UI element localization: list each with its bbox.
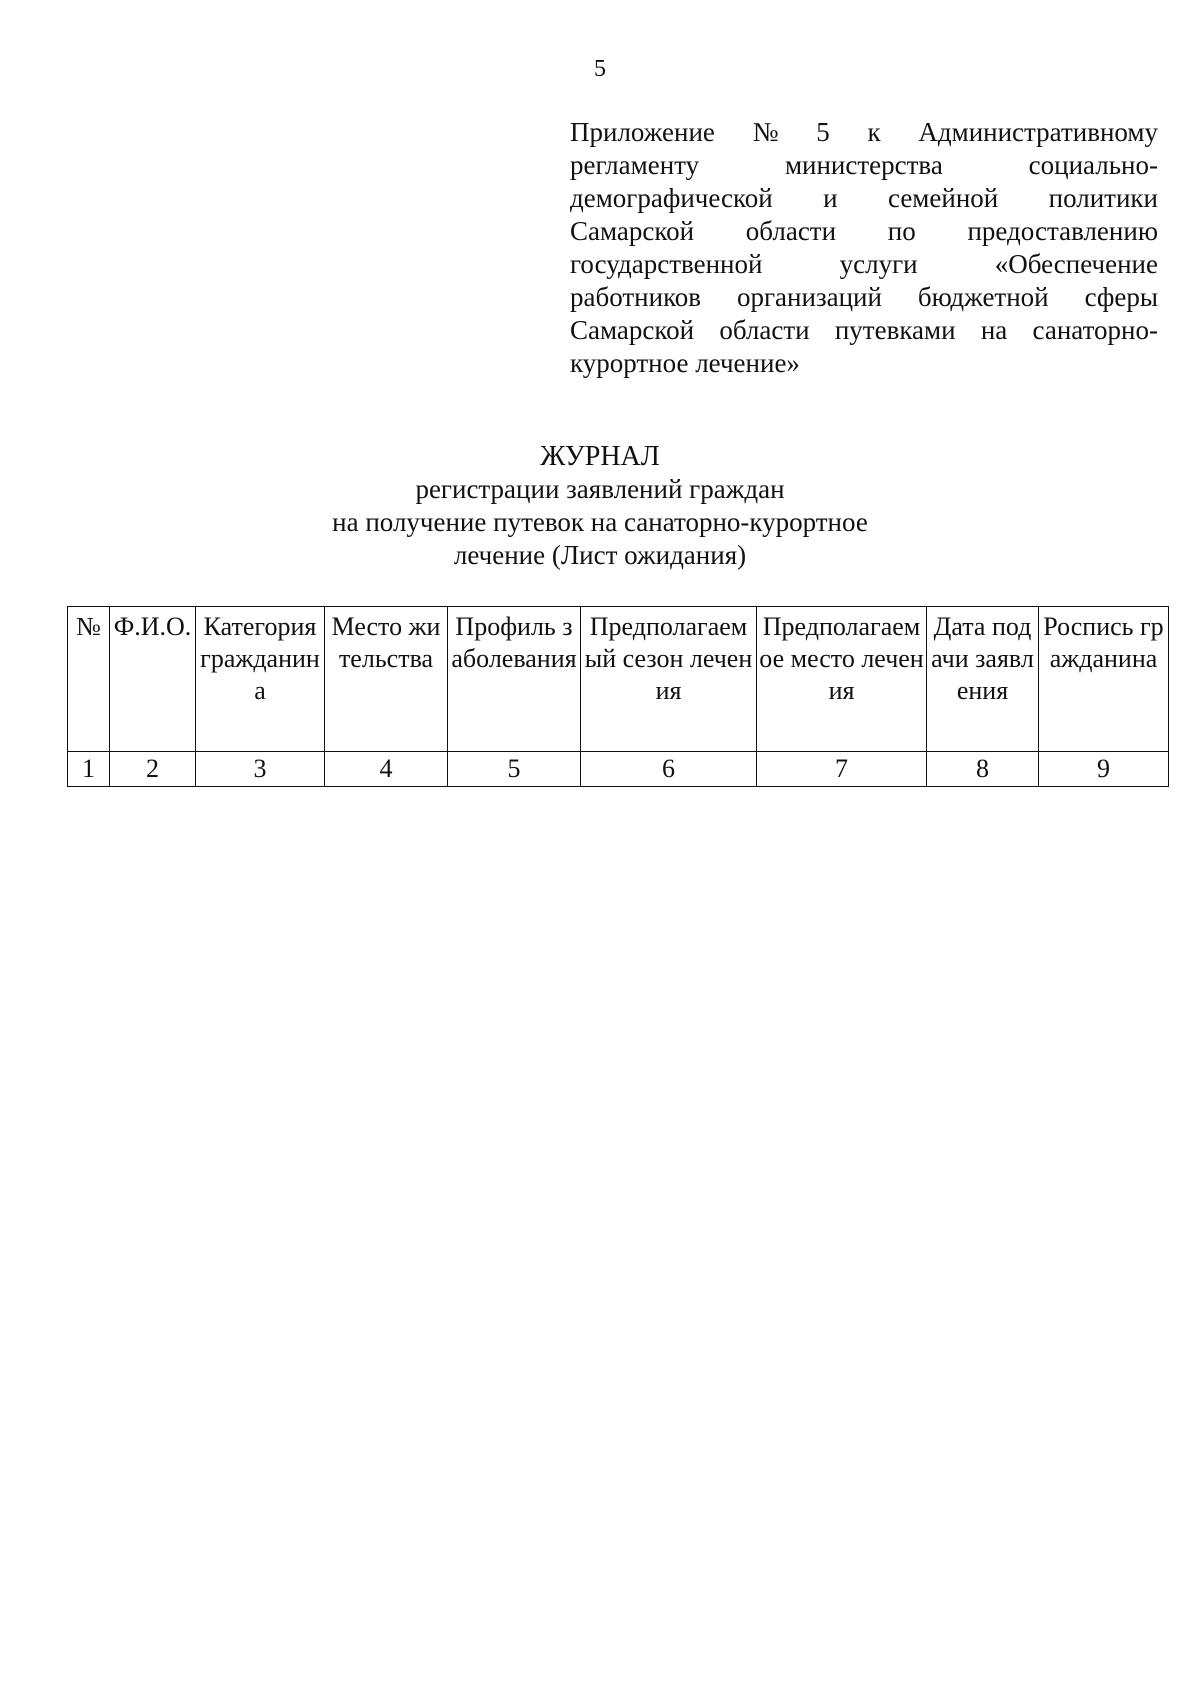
header-number: № [68,607,110,752]
table-header-row [68,607,1169,752]
header-expected-season: Предполагаемый сезон лечения [581,607,757,752]
appendix-line-2: регламенту министерства социально- [570,150,1158,180]
table-row [68,752,1169,787]
header-full-name: Ф.И.О. [110,607,196,752]
column-number-cell: 7 [757,752,927,787]
column-number-cell: 5 [448,752,581,787]
page-number: 5 [594,56,606,82]
document-title [0,440,1200,572]
appendix-line-6: работников организаций бюджетной сферы [570,282,1158,312]
column-number-cell: 3 [196,752,325,787]
header-residence: Место жительства [325,607,448,752]
appendix-line-3: демографической и семейной политики [570,183,1158,213]
appendix-note [570,116,1158,380]
column-number-cell: 4 [325,752,448,787]
title-main: ЖУРНАЛ [540,441,660,472]
appendix-line-8: курортное лечение» [570,348,800,378]
appendix-line-7: Самарской области путевками на санаторно- [570,315,1158,345]
column-number-cell: 6 [581,752,757,787]
header-signature: Роспись гражданина [1039,607,1169,752]
title-line-3: лечение (Лист ожидания) [453,540,747,570]
column-number-cell: 9 [1039,752,1169,787]
journal-table [67,606,1169,787]
appendix-line-1: Приложение № 5 к Административному [570,117,1158,147]
column-number-cell: 1 [68,752,110,787]
header-application-date: Дата подачи заявления [927,607,1039,752]
appendix-line-4: Самарской области по предоставлению [570,216,1158,246]
header-expected-place: Предполагаемое место лечения [757,607,927,752]
title-line-2: на получение путевок на санаторно-курортное [332,507,868,537]
appendix-line-5: государственной услуги «Обеспечение [570,249,1158,279]
title-line-1: регистрации заявлений граждан [415,474,785,504]
header-category: Категория гражданина [196,607,325,752]
column-number-cell: 2 [110,752,196,787]
column-number-cell: 8 [927,752,1039,787]
header-disease-profile: Профиль заболевания [448,607,581,752]
